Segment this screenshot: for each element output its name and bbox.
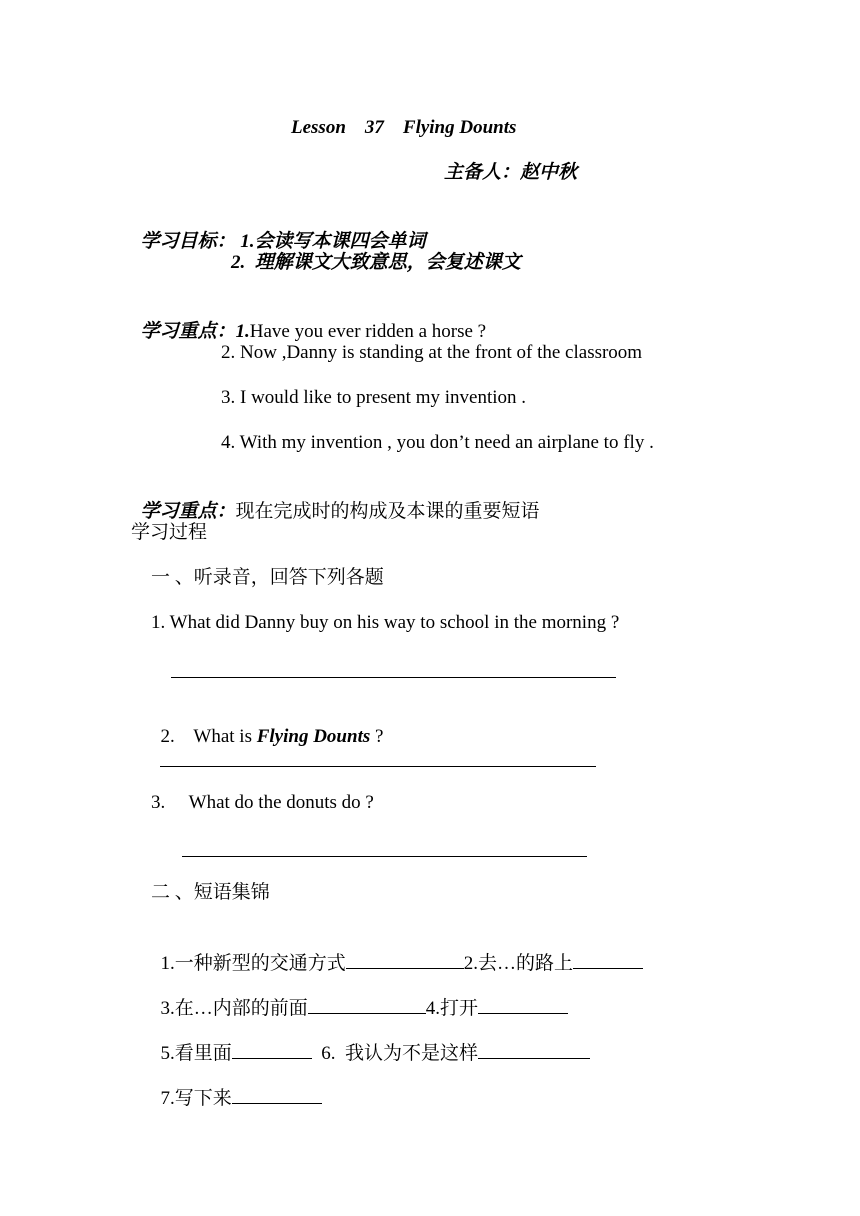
answer-line-2[interactable] <box>160 766 596 767</box>
question-2-suffix: ? <box>370 726 384 747</box>
process-title: 学习过程 <box>131 522 208 543</box>
phrase-7: 7.写下来 <box>160 1088 232 1109</box>
phrase-5-blank[interactable] <box>232 1040 312 1059</box>
phrase-5: 5.看里面 <box>160 1043 232 1064</box>
key-points-2-text: 现在完成时的构成及本课的重要短语 <box>235 501 540 522</box>
phrase-row-2 <box>151 971 568 1021</box>
key-points-line-1 <box>131 296 486 344</box>
section-1-heading: 一 、听录音，回答下列各题 <box>151 567 384 588</box>
question-1: 1. What did Danny buy on his way to school in the morning ? <box>151 612 620 633</box>
phrase-3-blank[interactable] <box>308 995 426 1014</box>
answer-line-3[interactable] <box>182 856 587 857</box>
phrase-7-blank[interactable] <box>232 1085 322 1104</box>
phrase-3: 3.在…内部的前面 <box>160 998 308 1019</box>
key-point-1-text: Have you ever ridden a horse ? <box>249 321 487 342</box>
question-2 <box>151 701 383 749</box>
preparer-label: 主备人：赵中秋 <box>444 162 578 183</box>
phrase-row-4 <box>151 1061 322 1111</box>
key-points-label: 学习重点： <box>140 321 236 342</box>
objectives-line-1 <box>131 206 426 254</box>
phrase-row-1 <box>151 926 643 976</box>
phrase-2: 2.去…的路上 <box>463 953 574 974</box>
key-point-3: 3. I would like to present my invention . <box>221 387 527 408</box>
objective-item-2: 2. 理解课文大致意思，会复述课文 <box>231 252 521 273</box>
phrase-1-blank[interactable] <box>346 950 464 969</box>
question-2-prefix: 2. What is <box>160 726 257 747</box>
question-3: 3. What do the donuts do ? <box>151 792 374 813</box>
question-2-emphasis: Flying Dounts <box>256 726 371 747</box>
key-points-2-line <box>131 476 540 524</box>
key-points-2-label: 学习重点： <box>140 501 236 522</box>
objective-item-1: 1.会读写本课四会单词 <box>235 231 426 252</box>
phrase-4: 4.打开 <box>425 998 479 1019</box>
phrase-6: 6. 我认为不是这样 <box>311 1043 479 1064</box>
key-point-1-number: 1. <box>235 321 250 342</box>
objectives-label: 学习目标： <box>140 231 236 252</box>
key-point-2: 2. Now ,Danny is standing at the front of the classroom <box>221 342 643 363</box>
lesson-title: Lesson 37 Flying Dounts <box>291 117 517 138</box>
phrase-row-3 <box>151 1016 590 1066</box>
section-2-heading: 二 、短语集锦 <box>151 882 270 903</box>
phrase-1: 1.一种新型的交通方式 <box>160 953 346 974</box>
phrase-6-blank[interactable] <box>478 1040 590 1059</box>
phrase-4-blank[interactable] <box>478 995 568 1014</box>
key-point-4: 4. With my invention , you don’t need an airplane to fly . <box>221 432 654 453</box>
answer-line-1[interactable] <box>171 677 616 678</box>
phrase-2-blank[interactable] <box>573 950 643 969</box>
